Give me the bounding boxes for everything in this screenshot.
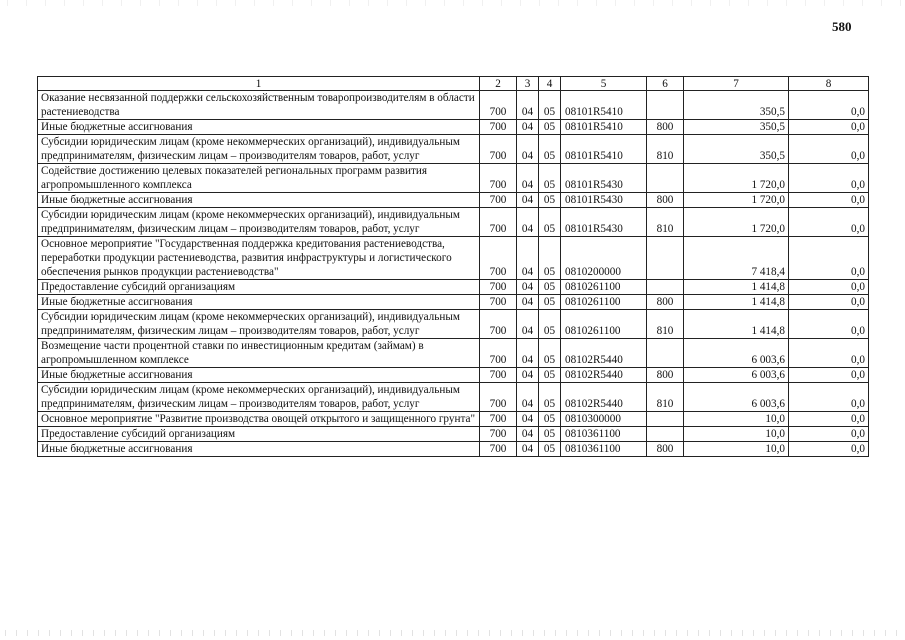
table-row xyxy=(38,280,869,295)
cell-amount: 6 003,6 xyxy=(684,383,789,412)
table-row xyxy=(38,339,869,368)
cell-expense-type xyxy=(647,91,684,120)
cell-gr: 700 xyxy=(480,339,517,368)
cell-expense-type xyxy=(647,164,684,193)
budget-table xyxy=(37,76,869,457)
cell-pr: 05 xyxy=(539,383,561,412)
cell-expense-type: 800 xyxy=(647,442,684,457)
cell-pr: 05 xyxy=(539,412,561,427)
table-row xyxy=(38,237,869,280)
cell-name: Предоставление субсидий организациям xyxy=(38,427,480,442)
header-cell: 8 xyxy=(789,77,869,91)
cell-target-article: 0810261100 xyxy=(561,310,647,339)
cell-amount-second: 0,0 xyxy=(789,442,869,457)
scan-noise-bottom xyxy=(0,630,905,636)
cell-rz: 04 xyxy=(517,368,539,383)
cell-target-article: 08101R5430 xyxy=(561,208,647,237)
cell-amount: 1 720,0 xyxy=(684,193,789,208)
cell-amount: 1 720,0 xyxy=(684,164,789,193)
cell-pr: 05 xyxy=(539,427,561,442)
cell-name: Субсидии юридическим лицам (кроме некоммерческих организаций), индивидуальным предпринимателям, физическим лицам – производителям товаров, работ, услуг xyxy=(38,383,480,412)
cell-gr: 700 xyxy=(480,193,517,208)
cell-amount: 1 720,0 xyxy=(684,208,789,237)
cell-name: Субсидии юридическим лицам (кроме некоммерческих организаций), индивидуальным предпринимателям, физическим лицам – производителям товаров, работ, услуг xyxy=(38,310,480,339)
cell-pr: 05 xyxy=(539,120,561,135)
cell-rz: 04 xyxy=(517,237,539,280)
cell-pr: 05 xyxy=(539,135,561,164)
cell-target-article: 08101R5410 xyxy=(561,120,647,135)
cell-name: Иные бюджетные ассигнования xyxy=(38,295,480,310)
cell-target-article: 0810261100 xyxy=(561,295,647,310)
cell-pr: 05 xyxy=(539,164,561,193)
header-cell: 1 xyxy=(38,77,480,91)
header-cell: 5 xyxy=(561,77,647,91)
cell-rz: 04 xyxy=(517,91,539,120)
cell-name: Содействие достижению целевых показателей региональных программ развития агропромышленного комплекса xyxy=(38,164,480,193)
cell-expense-type: 810 xyxy=(647,383,684,412)
cell-gr: 700 xyxy=(480,383,517,412)
cell-target-article: 0810300000 xyxy=(561,412,647,427)
cell-pr: 05 xyxy=(539,208,561,237)
cell-amount: 1 414,8 xyxy=(684,310,789,339)
cell-expense-type: 800 xyxy=(647,120,684,135)
cell-expense-type xyxy=(647,280,684,295)
table-row xyxy=(38,193,869,208)
cell-rz: 04 xyxy=(517,164,539,193)
cell-amount: 6 003,6 xyxy=(684,339,789,368)
cell-pr: 05 xyxy=(539,295,561,310)
cell-target-article: 08102R5440 xyxy=(561,383,647,412)
page-number: 580 xyxy=(832,19,852,34)
cell-amount: 6 003,6 xyxy=(684,368,789,383)
cell-name: Субсидии юридическим лицам (кроме некоммерческих организаций), индивидуальным предпринимателям, физическим лицам – производителям товаров, работ, услуг xyxy=(38,208,480,237)
cell-gr: 700 xyxy=(480,135,517,164)
cell-amount-second: 0,0 xyxy=(789,368,869,383)
cell-amount-second: 0,0 xyxy=(789,193,869,208)
cell-amount-second: 0,0 xyxy=(789,91,869,120)
cell-amount: 10,0 xyxy=(684,427,789,442)
cell-expense-type: 800 xyxy=(647,295,684,310)
table-body xyxy=(38,91,869,457)
cell-pr: 05 xyxy=(539,91,561,120)
cell-amount-second: 0,0 xyxy=(789,427,869,442)
cell-pr: 05 xyxy=(539,280,561,295)
cell-gr: 700 xyxy=(480,120,517,135)
table-row xyxy=(38,91,869,120)
cell-name: Оказание несвязанной поддержки сельскохозяйственным товаропроизводителям в области растениеводства xyxy=(38,91,480,120)
cell-target-article: 08101R5410 xyxy=(561,135,647,164)
cell-gr: 700 xyxy=(480,208,517,237)
cell-expense-type: 810 xyxy=(647,208,684,237)
cell-rz: 04 xyxy=(517,412,539,427)
cell-rz: 04 xyxy=(517,383,539,412)
cell-rz: 04 xyxy=(517,295,539,310)
cell-gr: 700 xyxy=(480,91,517,120)
cell-amount: 1 414,8 xyxy=(684,295,789,310)
cell-rz: 04 xyxy=(517,120,539,135)
cell-amount: 350,5 xyxy=(684,135,789,164)
cell-target-article: 08101R5410 xyxy=(561,91,647,120)
cell-amount: 10,0 xyxy=(684,412,789,427)
table-row xyxy=(38,310,869,339)
cell-target-article: 0810361100 xyxy=(561,442,647,457)
cell-expense-type xyxy=(647,412,684,427)
cell-amount-second: 0,0 xyxy=(789,383,869,412)
cell-rz: 04 xyxy=(517,280,539,295)
cell-target-article: 08101R5430 xyxy=(561,164,647,193)
cell-expense-type xyxy=(647,427,684,442)
cell-amount-second: 0,0 xyxy=(789,208,869,237)
cell-name: Основное мероприятие "Развитие производства овощей открытого и защищенного грунта" xyxy=(38,412,480,427)
cell-expense-type: 800 xyxy=(647,193,684,208)
cell-amount-second: 0,0 xyxy=(789,412,869,427)
cell-amount: 350,5 xyxy=(684,91,789,120)
cell-gr: 700 xyxy=(480,237,517,280)
cell-amount-second: 0,0 xyxy=(789,295,869,310)
cell-rz: 04 xyxy=(517,339,539,368)
cell-rz: 04 xyxy=(517,442,539,457)
cell-pr: 05 xyxy=(539,193,561,208)
cell-gr: 700 xyxy=(480,412,517,427)
cell-amount: 10,0 xyxy=(684,442,789,457)
header-cell: 6 xyxy=(647,77,684,91)
table-row xyxy=(38,208,869,237)
table-row xyxy=(38,427,869,442)
cell-gr: 700 xyxy=(480,280,517,295)
cell-target-article: 0810261100 xyxy=(561,280,647,295)
cell-pr: 05 xyxy=(539,442,561,457)
table-row xyxy=(38,383,869,412)
cell-amount-second: 0,0 xyxy=(789,339,869,368)
scan-noise-top xyxy=(0,0,905,6)
cell-name: Иные бюджетные ассигнования xyxy=(38,120,480,135)
cell-expense-type xyxy=(647,339,684,368)
cell-target-article: 08102R5440 xyxy=(561,368,647,383)
table-row xyxy=(38,442,869,457)
cell-gr: 700 xyxy=(480,368,517,383)
header-cell: 3 xyxy=(517,77,539,91)
cell-pr: 05 xyxy=(539,339,561,368)
cell-target-article: 0810361100 xyxy=(561,427,647,442)
cell-target-article: 0810200000 xyxy=(561,237,647,280)
cell-rz: 04 xyxy=(517,193,539,208)
table-row xyxy=(38,412,869,427)
cell-expense-type: 810 xyxy=(647,135,684,164)
cell-pr: 05 xyxy=(539,310,561,339)
cell-gr: 700 xyxy=(480,442,517,457)
cell-amount-second: 0,0 xyxy=(789,120,869,135)
cell-amount-second: 0,0 xyxy=(789,164,869,193)
cell-name: Возмещение части процентной ставки по инвестиционным кредитам (займам) в агропромышленном комплексе xyxy=(38,339,480,368)
header-cell: 2 xyxy=(480,77,517,91)
cell-name: Иные бюджетные ассигнования xyxy=(38,368,480,383)
table-header-row xyxy=(38,77,869,91)
cell-rz: 04 xyxy=(517,310,539,339)
cell-amount-second: 0,0 xyxy=(789,135,869,164)
cell-amount-second: 0,0 xyxy=(789,310,869,339)
table-row xyxy=(38,120,869,135)
header-cell: 7 xyxy=(684,77,789,91)
cell-amount: 7 418,4 xyxy=(684,237,789,280)
cell-rz: 04 xyxy=(517,135,539,164)
header-cell: 4 xyxy=(539,77,561,91)
cell-amount: 350,5 xyxy=(684,120,789,135)
cell-amount-second: 0,0 xyxy=(789,237,869,280)
table-row xyxy=(38,295,869,310)
cell-gr: 700 xyxy=(480,164,517,193)
cell-name: Иные бюджетные ассигнования xyxy=(38,442,480,457)
table-row xyxy=(38,368,869,383)
cell-name: Субсидии юридическим лицам (кроме некоммерческих организаций), индивидуальным предпринимателям, физическим лицам – производителям товаров, работ, услуг xyxy=(38,135,480,164)
table-row xyxy=(38,164,869,193)
cell-name: Иные бюджетные ассигнования xyxy=(38,193,480,208)
cell-target-article: 08101R5430 xyxy=(561,193,647,208)
cell-rz: 04 xyxy=(517,208,539,237)
cell-expense-type: 800 xyxy=(647,368,684,383)
cell-target-article: 08102R5440 xyxy=(561,339,647,368)
cell-gr: 700 xyxy=(480,295,517,310)
cell-expense-type: 810 xyxy=(647,310,684,339)
cell-amount: 1 414,8 xyxy=(684,280,789,295)
cell-gr: 700 xyxy=(480,427,517,442)
cell-name: Предоставление субсидий организациям xyxy=(38,280,480,295)
table-row xyxy=(38,135,869,164)
cell-gr: 700 xyxy=(480,310,517,339)
cell-amount-second: 0,0 xyxy=(789,280,869,295)
cell-name: Основное мероприятие "Государственная поддержка кредитования растениеводства, переработки продукции растениеводства, развития инфраструктуры и логистического обеспечения рынков продукции растениеводства" xyxy=(38,237,480,280)
cell-rz: 04 xyxy=(517,427,539,442)
cell-expense-type xyxy=(647,237,684,280)
cell-pr: 05 xyxy=(539,237,561,280)
cell-pr: 05 xyxy=(539,368,561,383)
